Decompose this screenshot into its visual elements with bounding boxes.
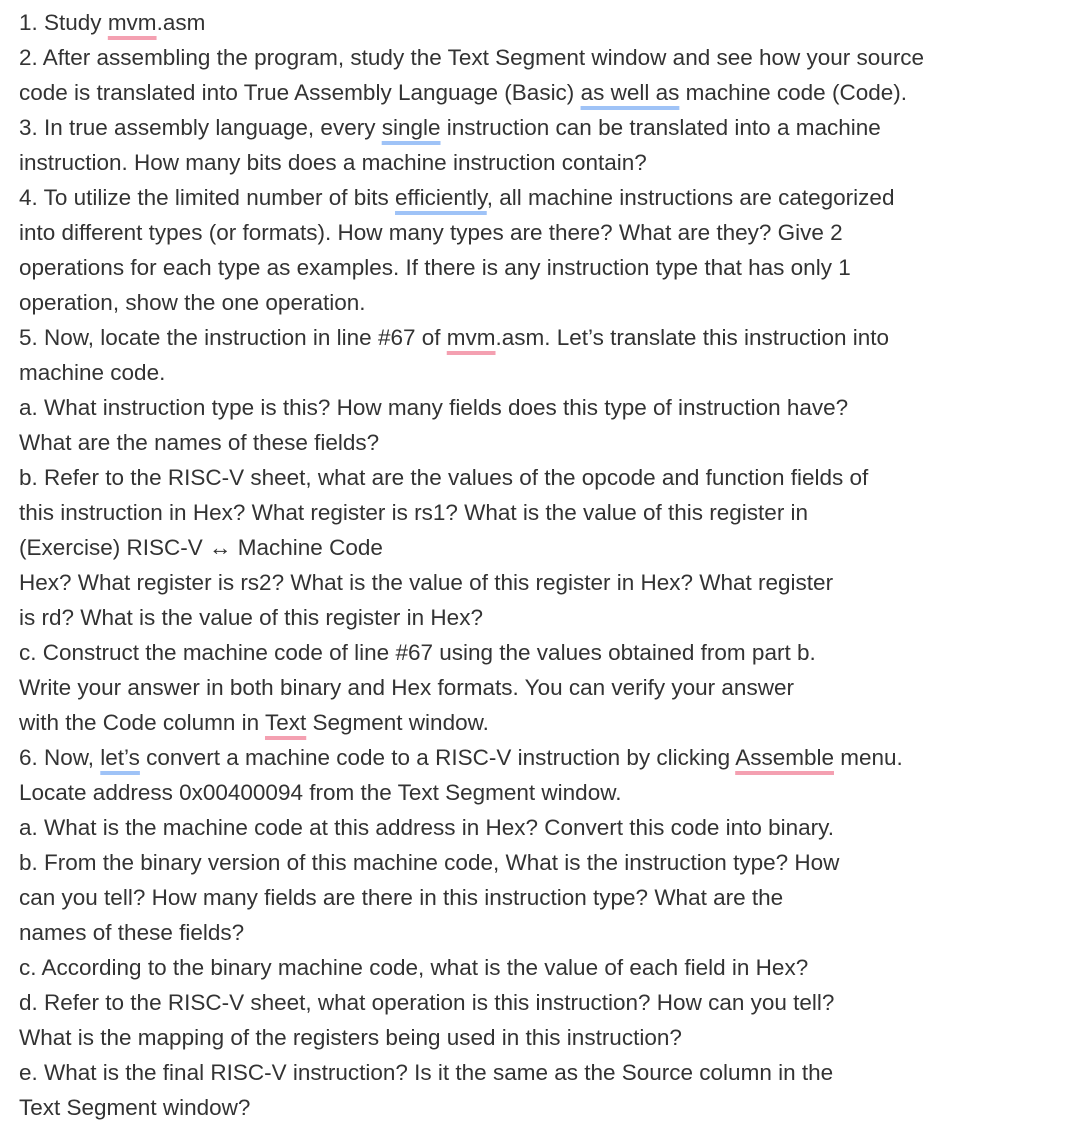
line-27: names of these fields? xyxy=(19,920,245,945)
line-23: Locate address 0x00400094 from the Text Segment window. xyxy=(19,780,622,805)
grammar-flag[interactable]: as well as xyxy=(580,80,680,105)
line-29: d. Refer to the RISC-V sheet, what operation is this instruction? How can you tell? xyxy=(19,990,835,1015)
line-13: What are the names of these fields? xyxy=(19,430,380,455)
spelling-flag[interactable]: Text xyxy=(264,710,307,735)
line-22: 6. Now, let’s convert a machine code to a RISC-V instruction by clicking Assemble menu. xyxy=(19,745,903,770)
document-body xyxy=(19,5,1078,1125)
line-19: c. Construct the machine code of line #67 using the values obtained from part b. xyxy=(19,640,816,665)
line-31: e. What is the final RISC-V instruction? Is it the same as the Source column in the xyxy=(19,1060,834,1085)
spelling-flag[interactable]: mvm xyxy=(446,325,496,350)
line-8: operations for each type as examples. If there is any instruction type that has only 1 xyxy=(19,255,851,280)
line-4: 3. In true assembly language, every single instruction can be translated into a machine xyxy=(19,115,881,140)
line-16: (Exercise) RISC-V ↔ Machine Code xyxy=(19,535,383,560)
line-1: 1. Study mvm.asm xyxy=(19,10,206,35)
spelling-flag[interactable]: Assemble xyxy=(735,745,834,770)
line-32: Text Segment window? xyxy=(19,1095,251,1120)
line-12: a. What instruction type is this? How many fields does this type of instruction have? xyxy=(19,395,849,420)
spelling-flag[interactable]: mvm xyxy=(107,10,157,35)
line-6: 4. To utilize the limited number of bits efficiently, all machine instructions are categorized xyxy=(19,185,895,210)
line-28: c. According to the binary machine code, what is the value of each field in Hex? xyxy=(19,955,809,980)
grammar-flag[interactable]: let’s xyxy=(100,745,140,770)
line-18: is rd? What is the value of this register in Hex? xyxy=(19,605,483,630)
grammar-flag[interactable]: efficiently xyxy=(395,185,487,210)
line-14: b. Refer to the RISC-V sheet, what are the values of the opcode and function fields of xyxy=(19,465,869,490)
line-26: can you tell? How many fields are there in this instruction type? What are the xyxy=(19,885,784,910)
line-21: with the Code column in Text Segment window. xyxy=(19,710,489,735)
line-24: a. What is the machine code at this address in Hex? Convert this code into binary. xyxy=(19,815,834,840)
line-10: 5. Now, locate the instruction in line #67 of mvm.asm. Let’s translate this instruction into xyxy=(19,325,890,350)
line-20: Write your answer in both binary and Hex formats. You can verify your answer xyxy=(19,675,794,700)
line-17: Hex? What register is rs2? What is the value of this register in Hex? What register xyxy=(19,570,834,595)
line-5: instruction. How many bits does a machine instruction contain? xyxy=(19,150,647,175)
line-11: machine code. xyxy=(19,360,166,385)
line-7: into different types (or formats). How many types are there? What are they? Give 2 xyxy=(19,220,843,245)
line-2: 2. After assembling the program, study the Text Segment window and see how your source xyxy=(19,45,925,70)
grammar-flag[interactable]: single xyxy=(381,115,441,140)
line-25: b. From the binary version of this machine code, What is the instruction type? How xyxy=(19,850,840,875)
line-30: What is the mapping of the registers being used in this instruction? xyxy=(19,1025,682,1050)
line-9: operation, show the one operation. xyxy=(19,290,366,315)
line-3: code is translated into True Assembly Language (Basic) as well as machine code (Code). xyxy=(19,80,907,105)
line-15: this instruction in Hex? What register is rs1? What is the value of this register in xyxy=(19,500,809,525)
